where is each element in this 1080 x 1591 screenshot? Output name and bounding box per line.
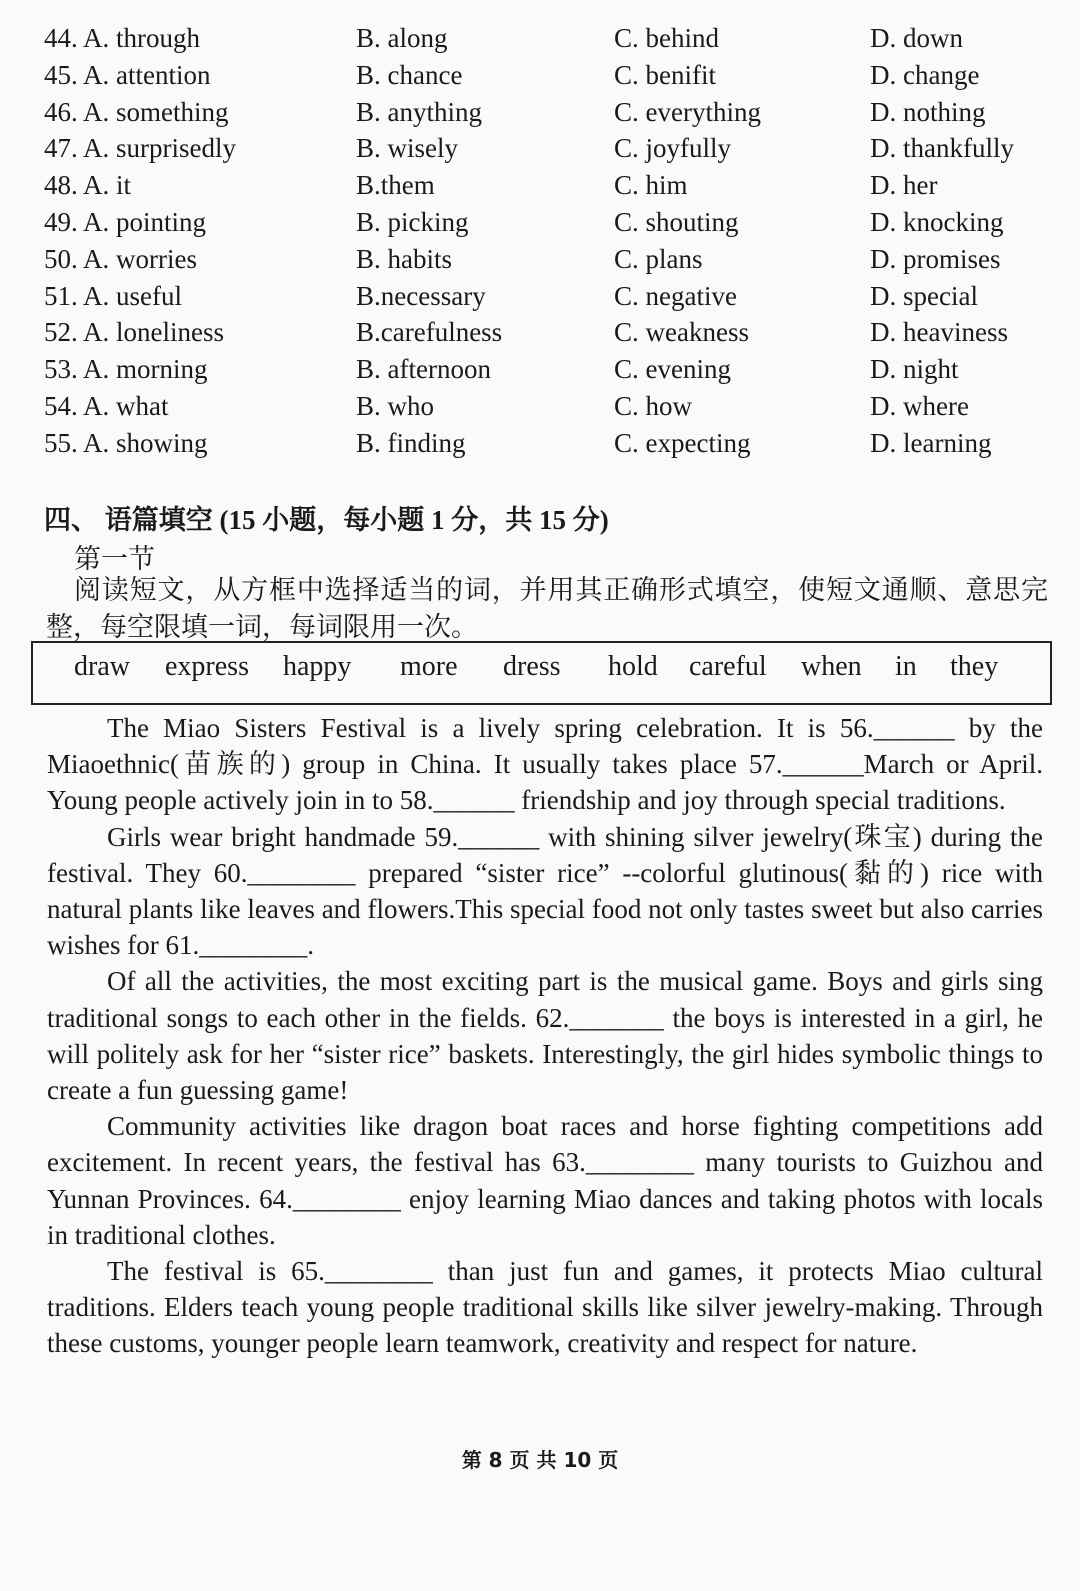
option-row [44,94,1054,131]
option-row [44,57,1054,94]
option-c: C. shouting [614,206,739,237]
option-a: 45. A. attention [44,59,211,90]
option-a: 46. A. something [44,96,229,127]
option-d: D. special [870,280,978,311]
option-b: B. wisely [356,133,459,164]
option-b: B. habits [356,243,453,274]
option-row [44,351,1054,388]
option-c: C. joyfully [614,133,732,164]
option-d: D. heaviness [870,317,1008,348]
option-a: 55. A. showing [44,427,208,458]
word-box-item: hold [608,651,658,682]
option-d: D. nothing [870,96,986,127]
option-b: B. finding [356,427,466,458]
option-c: C. how [614,390,693,421]
option-row [44,130,1054,167]
option-c: C. evening [614,354,731,385]
option-d: D. promises [870,243,1001,274]
option-a: 51. A. useful [44,280,182,311]
option-a: 48. A. it [44,170,132,201]
passage-paragraph: Girls wear bright handmade 59.______ with shining silver jewelry(珠宝) during the festival. They 60.________ prepared “sister rice” --colorful glutinous(黏的) rice with natural plants like leaves and flowers.This special food not only tastes sweet but also carries wishes for 61.________. [47,821,1043,961]
option-c: C. plans [614,243,703,274]
option-row [44,204,1054,241]
options-table [44,20,1054,462]
option-b: B. chance [356,59,463,90]
option-a: 47. A. surprisedly [44,133,236,164]
word-box-item: careful [689,651,767,682]
option-c: C. weakness [614,317,749,348]
option-b: B. along [356,23,448,53]
passage-paragraph: The festival is 65.________ than just fun and games, it protects Miao cultural traditions. Elders teach young people traditional skills like silver jewelry-making. Through these customs, younger people learn teamwork, creativity and respect for nature. [47,1256,1043,1359]
option-row [44,388,1054,425]
word-box-item: draw [74,651,130,682]
passage-paragraph: Of all the activities, the most exciting part is the musical game. Boys and girls sing traditional songs to each other in the fields. 62._______ the boys is interested in a girl, he will politely ask for her “sister rice” baskets. Interestingly, the girl hides symbolic things to create a fun guessing game! [47,966,1043,1106]
option-row [44,314,1054,351]
passage-paragraph: The Miao Sisters Festival is a lively spring celebration. It is 56.______ by the Miaoethnic(苗族的) group in China. It usually takes place 57.______March or April. Young people actively join in to 58.______ friendship and joy through special traditions. [47,713,1043,816]
option-c: C. everything [614,96,761,127]
option-a: 54. A. what [44,390,169,421]
word-box-item: they [950,651,999,682]
passage-paragraph: Community activities like dragon boat races and horse fighting competitions add excitement. In recent years, the festival has 63.________ many tourists to Guizhou and Yunnan Provinces. 64.________ enjoy learning Miao dances and taking photos with locals in traditional clothes. [47,1111,1043,1250]
option-b: B. afternoon [356,354,491,385]
option-b: B. picking [356,206,469,237]
option-c: C. expecting [614,427,751,458]
option-a: 52. A. loneliness [44,317,224,348]
option-c: C. benifit [614,59,716,90]
option-d: D. down [870,23,963,53]
page-footer: 第 8 页 共 10 页 [461,1448,619,1472]
instruction-text: 阅读短文，从方框中选择适当的词，并用其正确形式填空，使短文通顺、意思完整，每空限填一词，每词限用一次。 [46,575,1048,642]
option-b: B. anything [356,96,482,127]
option-d: D. night [870,354,959,385]
option-a: 49. A. pointing [44,206,207,237]
option-row [44,241,1054,278]
option-c: C. negative [614,280,737,311]
option-c: C. him [614,170,688,201]
word-box-item: when [801,651,862,682]
option-b: B.carefulness [356,317,503,348]
option-row [44,278,1054,315]
option-c: C. behind [614,23,719,53]
option-d: D. knocking [870,206,1004,237]
word-box-item: in [895,651,917,682]
option-d: D. change [870,59,980,90]
option-b: B.necessary [356,280,486,311]
word-box-item: express [165,651,249,682]
option-a: 50. A. worries [44,243,197,274]
option-row [44,425,1054,462]
option-row [44,167,1054,204]
option-row [44,20,1054,57]
passage [47,710,1043,1362]
word-box [31,641,1052,705]
section-title: 四、 语篇填空 (15 小题，每小题 1 分，共 15 分) [44,505,609,535]
option-d: D. learning [870,427,992,458]
word-box-item: happy [283,651,352,682]
option-b: B.them [356,170,435,201]
option-a: 53. A. morning [44,354,208,385]
option-b: B. who [356,390,435,421]
section-subtitle: 第一节 [74,544,155,574]
option-d: D. her [870,170,938,201]
option-d: D. where [870,390,969,421]
option-a: 44. A. through [44,23,201,53]
option-d: D. thankfully [870,133,1014,164]
word-box-item: more [400,651,458,682]
word-box-item: dress [503,651,561,682]
